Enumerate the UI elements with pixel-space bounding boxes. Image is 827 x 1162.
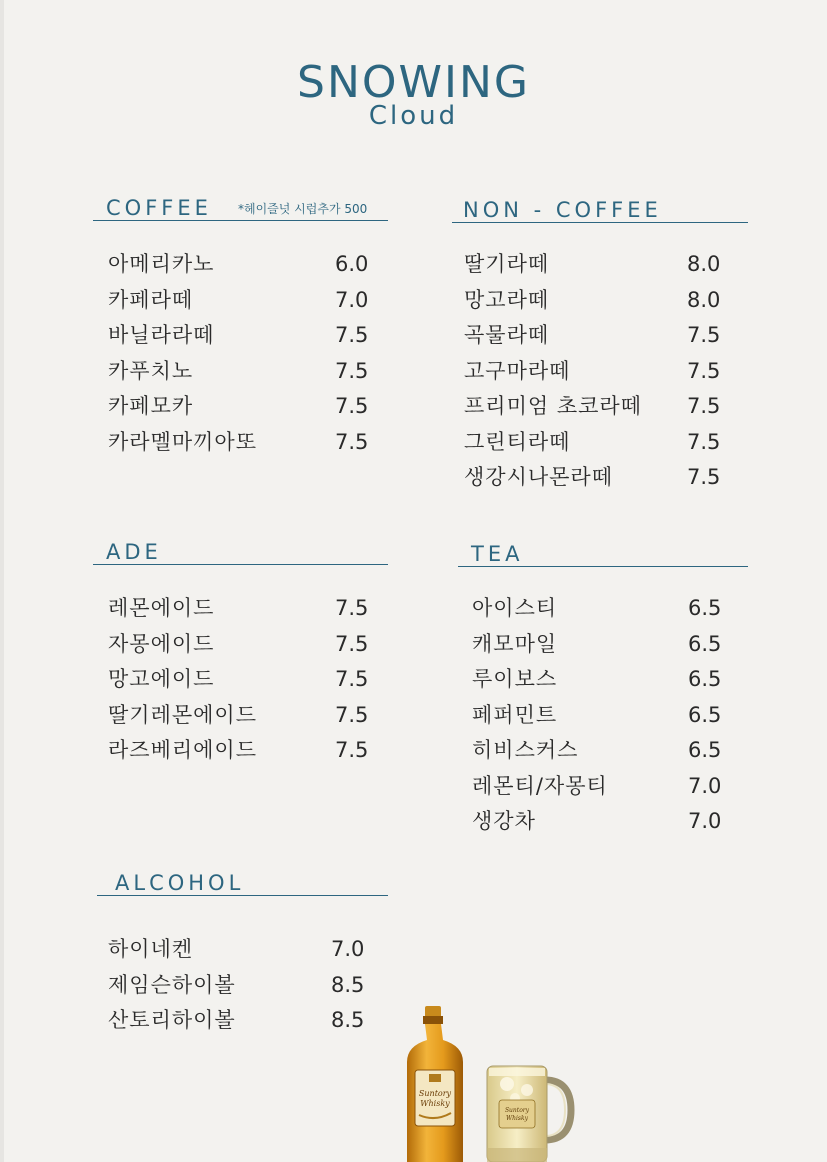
section-header xyxy=(93,190,388,221)
mug-label-line1: Suntory xyxy=(504,1107,530,1114)
menu-item xyxy=(108,247,403,283)
menu-item-name: 카페모카 xyxy=(108,394,194,418)
menu-item-name: 딸기레몬에이드 xyxy=(108,702,258,727)
menu-item-name: 딸기라떼 xyxy=(464,252,550,276)
menu-item-price: 7.5 xyxy=(687,429,721,454)
menu-item xyxy=(464,425,760,461)
menu-item xyxy=(108,627,403,663)
bottle-label-line1: Suntory xyxy=(418,1089,452,1098)
menu-item xyxy=(472,698,762,734)
menu-item xyxy=(108,283,403,319)
menu-item xyxy=(108,354,403,390)
menu-item-price: 6.5 xyxy=(688,702,722,727)
menu-item-price: 7.0 xyxy=(688,809,722,833)
section-title: NON - COFFEE xyxy=(463,198,662,222)
menu-item xyxy=(108,1003,399,1039)
menu-item-price: 8.0 xyxy=(687,287,721,312)
menu-item-price: 7.5 xyxy=(335,702,369,727)
menu-item-name: 루이보스 xyxy=(472,667,558,691)
menu-item-name: 레몬에이드 xyxy=(108,596,215,620)
menu-item-name: 바닐라라떼 xyxy=(108,323,215,347)
menu-item-name: 생강시나몬라떼 xyxy=(464,465,614,489)
menu-item xyxy=(108,968,399,1004)
menu-item xyxy=(108,662,403,698)
menu-item-name: 하이네켄 xyxy=(108,937,194,961)
section-title: TEA xyxy=(471,542,524,566)
menu-item-name: 히비스커스 xyxy=(472,738,579,762)
menu-item xyxy=(108,318,403,354)
menu-item-price: 8.0 xyxy=(687,252,721,276)
menu-list xyxy=(464,247,760,496)
menu-list xyxy=(108,247,403,460)
menu-item-price: 7.5 xyxy=(335,738,369,762)
section-ade xyxy=(93,534,388,769)
menu-item xyxy=(464,354,760,390)
menu-item-price: 6.0 xyxy=(335,252,369,276)
menu-item-name: 라즈베리에이드 xyxy=(108,738,258,762)
menu-item-name: 카페라떼 xyxy=(108,287,194,312)
section-header xyxy=(97,865,388,896)
menu-item-price: 7.5 xyxy=(335,667,369,691)
brand-name: SNOWING xyxy=(297,57,530,108)
menu-list xyxy=(108,932,399,1039)
section-non-coffee xyxy=(452,192,748,496)
menu-list xyxy=(108,591,403,769)
menu-item xyxy=(464,460,760,496)
menu-item-name: 카푸치노 xyxy=(108,358,194,383)
menu-item-name: 고구마라떼 xyxy=(464,358,571,383)
section-tea xyxy=(458,536,748,840)
menu-item xyxy=(472,733,762,769)
menu-item-name: 곡물라떼 xyxy=(464,323,550,347)
menu-item-name: 제임슨하이볼 xyxy=(108,972,236,997)
section-coffee xyxy=(93,190,388,460)
menu-item-name: 아메리카노 xyxy=(108,252,215,276)
menu-item-price: 7.0 xyxy=(331,937,365,961)
menu-item xyxy=(472,804,762,840)
menu-item-name: 캐모마일 xyxy=(472,631,558,656)
menu-item-price: 7.5 xyxy=(687,358,721,383)
whisky-bottle xyxy=(407,1006,463,1162)
menu-item-name: 망고에이드 xyxy=(108,667,215,691)
menu-item xyxy=(464,283,760,319)
brand-subname: Cloud xyxy=(368,101,459,131)
menu-item-price: 7.0 xyxy=(335,287,369,312)
highball-mug xyxy=(487,1066,571,1162)
menu-item-price: 6.5 xyxy=(688,667,722,691)
section-alcohol xyxy=(97,865,388,1039)
menu-item-price: 7.0 xyxy=(688,773,722,798)
section-header xyxy=(458,536,748,567)
brand-logo xyxy=(0,58,827,130)
menu-item-price: 7.5 xyxy=(687,394,721,418)
menu-item xyxy=(108,425,403,461)
menu-item-price: 6.5 xyxy=(688,596,722,620)
menu-item xyxy=(108,932,399,968)
mug-label-line2: Whisky xyxy=(505,1115,529,1122)
menu-item-name: 산토리하이볼 xyxy=(108,1008,236,1032)
menu-item xyxy=(108,733,403,769)
menu-item-price: 7.5 xyxy=(335,394,369,418)
menu-item xyxy=(464,318,760,354)
page-edge xyxy=(0,0,4,1162)
menu-item-name: 망고라떼 xyxy=(464,287,550,312)
menu-item xyxy=(464,247,760,283)
menu-item-price: 7.5 xyxy=(687,465,721,489)
menu-item-price: 6.5 xyxy=(688,631,722,656)
menu-item-name: 그린티라떼 xyxy=(464,429,571,454)
menu-item xyxy=(108,698,403,734)
menu-item-price: 7.5 xyxy=(335,429,369,454)
menu-item-name: 아이스티 xyxy=(472,596,558,620)
menu-item xyxy=(472,662,762,698)
menu-list xyxy=(472,591,762,840)
menu-item-price: 7.5 xyxy=(335,358,369,383)
section-header xyxy=(452,192,748,223)
section-title: ADE xyxy=(106,540,162,564)
menu-item xyxy=(464,389,760,425)
menu-item-price: 7.5 xyxy=(335,631,369,656)
menu-item-name: 카라멜마끼아또 xyxy=(108,429,258,454)
section-note: *헤이즐넛 시럽추가 500 xyxy=(238,202,368,216)
menu-item xyxy=(472,769,762,805)
bottle-label-line2: Whisky xyxy=(420,1099,450,1108)
menu-item xyxy=(108,591,403,627)
menu-item-name: 레몬티/자몽티 xyxy=(472,773,608,798)
section-title: COFFEE xyxy=(106,196,212,220)
menu-item-price: 7.5 xyxy=(687,323,721,347)
menu-item xyxy=(472,627,762,663)
menu-item-price: 8.5 xyxy=(331,972,365,997)
menu-item xyxy=(108,389,403,425)
menu-item-name: 페퍼민트 xyxy=(472,702,558,727)
menu-item-price: 6.5 xyxy=(688,738,722,762)
menu-item xyxy=(472,591,762,627)
section-title: ALCOHOL xyxy=(115,871,245,895)
menu-item-price: 7.5 xyxy=(335,596,369,620)
whisky-highball-photo xyxy=(395,1000,585,1162)
menu-item-name: 자몽에이드 xyxy=(108,631,215,656)
menu-item-price: 8.5 xyxy=(331,1008,365,1032)
menu-item-name: 생강차 xyxy=(472,809,536,833)
section-header xyxy=(93,534,388,565)
menu-item-price: 7.5 xyxy=(335,323,369,347)
menu-item-name: 프리미엄 초코라떼 xyxy=(464,394,642,418)
